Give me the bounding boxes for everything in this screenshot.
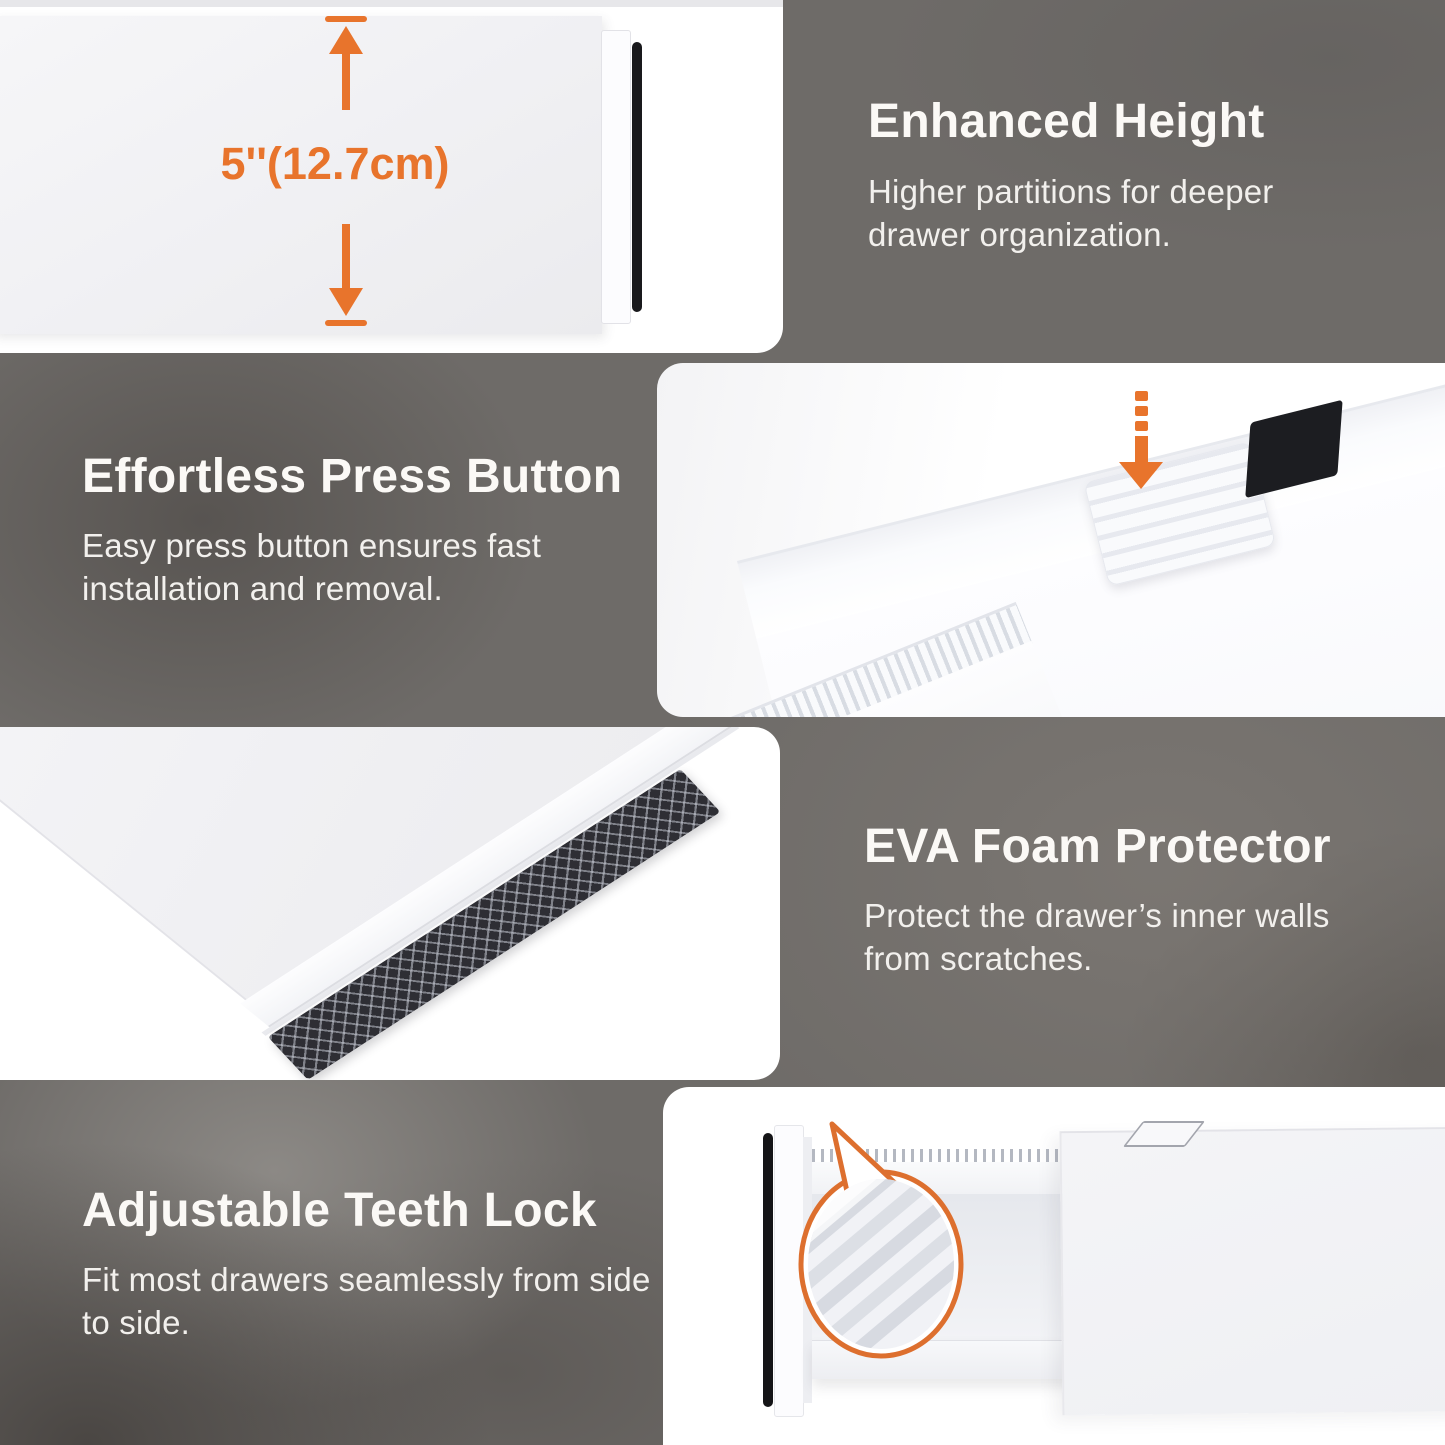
feature-description-enhanced-height: Higher partitions for deeper drawer organization.	[868, 173, 1274, 253]
divider-top-bar	[737, 363, 1445, 717]
photo-card-enhanced-height	[0, 0, 783, 353]
feature-title-teeth-lock: Adjustable Teeth Lock	[82, 1184, 597, 1237]
dimension-label: 5''(12.7cm)	[220, 138, 450, 189]
dimension-tick-top-icon	[325, 16, 367, 22]
drawer-side-foam-edge	[763, 1133, 773, 1407]
photo-card-teeth-lock	[663, 1087, 1445, 1445]
feature-title-press-button: Effortless Press Button	[82, 450, 623, 503]
feature-description-press-button: Easy press button ensures fast installation and removal.	[82, 527, 542, 607]
photo-top-edge	[0, 0, 783, 7]
feature-description-eva-foam: Protect the drawer’s inner walls from scratches.	[864, 897, 1330, 977]
feature-title-eva-foam: EVA Foam Protector	[864, 820, 1331, 873]
teeth-callout-circle	[778, 1112, 988, 1372]
dimension-tick-bottom-icon	[325, 320, 367, 326]
press-down-arrow-icon	[1119, 391, 1163, 489]
divider-foam-edge	[632, 42, 642, 312]
dimension-shaft-top	[342, 52, 350, 110]
feature-description-teeth-lock: Fit most drawers seamlessly from side to side.	[82, 1261, 651, 1341]
divider-angled-group	[0, 727, 780, 1080]
dimension-shaft-bottom	[342, 224, 350, 290]
divider-extension-slide	[601, 30, 631, 324]
photo-card-eva-foam	[0, 727, 780, 1080]
dimension-arrow-down-icon	[329, 288, 363, 316]
photo-card-press-button	[657, 363, 1445, 717]
feature-title-enhanced-height: Enhanced Height	[868, 95, 1265, 148]
sliding-panel	[1060, 1127, 1445, 1415]
dimension-arrow-up-icon	[329, 26, 363, 54]
